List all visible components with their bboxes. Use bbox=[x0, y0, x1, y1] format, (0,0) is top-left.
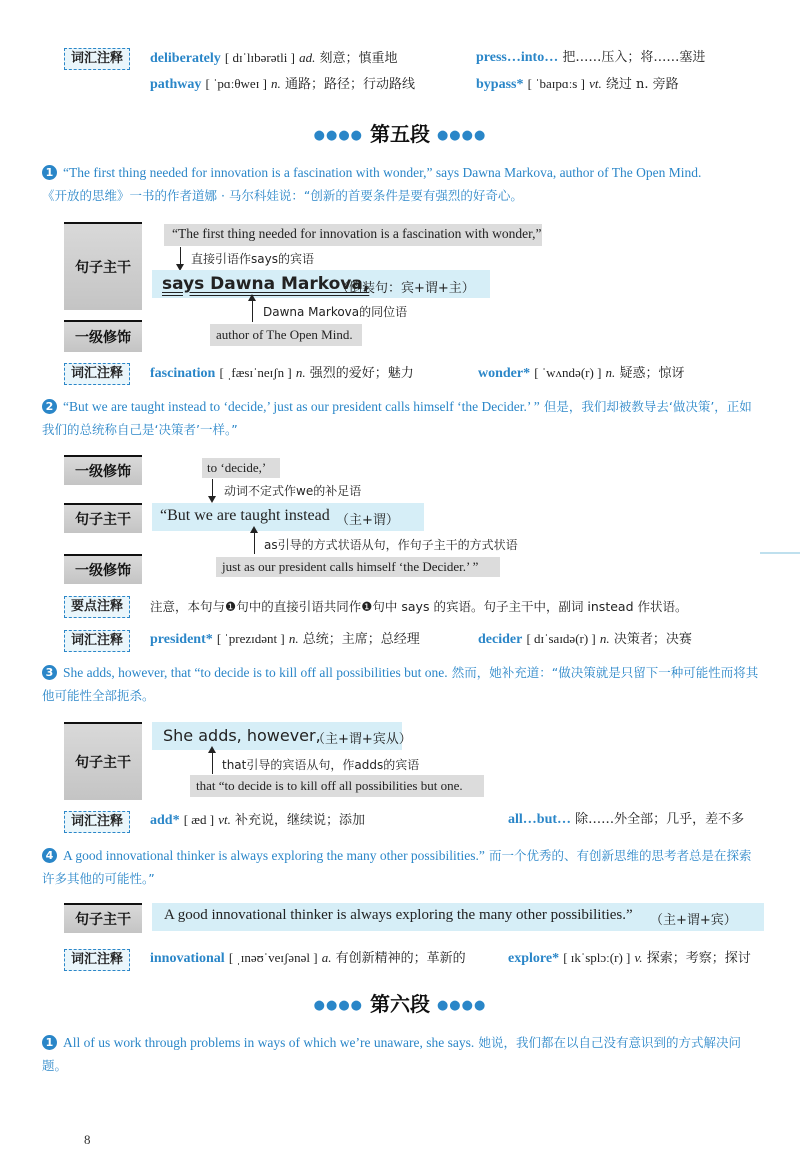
vocab-item: decider [ dɪˈsaɪdə(r) ] n. 决策者；决赛 bbox=[478, 631, 692, 647]
direct-quote: “The first thing needed for innovation is a fascination with wonder,” bbox=[172, 226, 542, 241]
vocab-label: 词汇注释 bbox=[64, 949, 130, 971]
tag-main-clause: 句子主干 bbox=[64, 722, 142, 800]
vocab-item: wonder* [ ˈwʌndə(r) ] n. 疑惑；惊讶 bbox=[478, 365, 685, 381]
vocab-item: pathway [ ˈpɑːθweɪ ] n. 通路；路径；行动路线 bbox=[150, 76, 415, 92]
main-clause: “But we are taught instead bbox=[160, 507, 330, 524]
section-title: ●●●● 第六段 ●●●● bbox=[313, 992, 487, 1016]
structure-tag: （倒装句：宾+谓+主） bbox=[336, 281, 475, 296]
vocab-item: bypass* [ ˈbaɪpɑːs ] vt. 绕过 n. 旁路 bbox=[476, 76, 679, 92]
grammar-note: as引导的方式状语从句，作句子主干的方式状语 bbox=[264, 538, 518, 552]
vocab-item: add* [ æd ] vt. 补充说，继续说；添加 bbox=[150, 812, 365, 828]
page-number: 8 bbox=[84, 1132, 91, 1147]
grammar-note: that引导的宾语从句，作adds的宾语 bbox=[222, 758, 420, 772]
section-title: ●●●● 第五段 ●●●● bbox=[313, 122, 487, 146]
sentence-number-badge: 4 bbox=[42, 848, 57, 863]
vocab-item: all…but… 除……外全部；几乎，差不多 bbox=[508, 812, 745, 827]
vocab-label: 词汇注释 bbox=[64, 363, 130, 385]
sentence-paragraph: 1 All of us work through problems in ways of which we’re unaware, she says. 她说，我们都在以自己没有意识到的方式解决问题。 bbox=[42, 1035, 741, 1073]
main-clause: She adds, however, bbox=[163, 726, 321, 745]
key-point-label: 要点注释 bbox=[64, 596, 130, 618]
main-clause: A good innovational thinker is always exploring the many other possibilities.” bbox=[164, 907, 633, 923]
modifier-phrase: to ‘decide,’ bbox=[207, 460, 267, 475]
vocab-label: 词汇注释 bbox=[64, 630, 130, 652]
grammar-note: 直接引语作says的宾语 bbox=[191, 252, 314, 266]
tag-main-clause: 句子主干 bbox=[64, 503, 142, 533]
vocab-item: fascination [ ˌfæsɪˈneɪʃn ] n. 强烈的爱好；魅力 bbox=[150, 365, 414, 381]
vocab-item: president* [ ˈprezɪdənt ] n. 总统；主席；总经理 bbox=[150, 631, 420, 647]
object-clause: that “to decide is to kill off all possibilities but one. bbox=[196, 778, 463, 793]
grammar-note: Dawna Markova的同位语 bbox=[263, 305, 408, 319]
sentence-number-badge: 1 bbox=[42, 165, 57, 180]
sentence-paragraph: 2 “But we are taught instead to ‘decide,’ just as our president calls himself ‘the Decider.’ ” 但是，我们却被教导去‘做决策’，正如我们的总统称自己是‘决策者’一样。” bbox=[42, 399, 752, 437]
structure-tag: （主+谓+宾从） bbox=[312, 732, 412, 747]
modifier-clause: just as our president calls himself ‘the Decider.’ ” bbox=[222, 559, 479, 574]
main-clause: says Dawna Markova, bbox=[162, 274, 370, 294]
tag-main-clause: 句子主干 bbox=[64, 222, 142, 310]
vocab-item: press…into… 把……压入；将……塞进 bbox=[476, 50, 706, 65]
sentence-number-badge: 1 bbox=[42, 1035, 57, 1050]
tag-modifier: 一级修饰 bbox=[64, 554, 142, 584]
tag-modifier: 一级修饰 bbox=[64, 455, 142, 485]
tag-modifier: 一级修饰 bbox=[64, 320, 142, 352]
appositive: author of The Open Mind. bbox=[216, 327, 353, 342]
vocab-label: 词汇注释 bbox=[64, 48, 130, 70]
sentence-number-badge: 3 bbox=[42, 665, 57, 680]
structure-tag: （主+谓+宾） bbox=[650, 913, 737, 928]
vocab-item: explore* [ ɪkˈsplɔː(r) ] v. 探索；考察；探讨 bbox=[508, 950, 751, 966]
vocab-label: 词汇注释 bbox=[64, 811, 130, 833]
vocab-item: innovational [ ˌɪnəʊˈveɪʃənəl ] a. 有创新精神的；革新的 bbox=[150, 950, 466, 966]
tag-main-clause: 句子主干 bbox=[64, 903, 142, 933]
sentence-number-badge: 2 bbox=[42, 399, 57, 414]
vocab-item: deliberately [ dɪˈlɪbərətli ] ad. 刻意；慎重地 bbox=[150, 50, 398, 66]
grammar-note: 动词不定式作we的补足语 bbox=[224, 484, 362, 498]
key-point-text: 注意，本句与❶句中的直接引语共同作❶句中 says 的宾语。句子主干中，副词 instead 作状语。 bbox=[150, 599, 688, 614]
sentence-paragraph: 3 She adds, however, that “to decide is to kill off all possibilities but one. 然而，她补充道：“做决策就是只留下一种可能性而将其他可能性全部扼杀。 bbox=[42, 665, 759, 703]
sentence-paragraph: 1 “The first thing needed for innovation is a fascination with wonder,” says Dawna Markova, author of The Open Mind. 《开放的思维》一书的作者道娜 · 马尔科娃说：“创新的首要条件是要有强烈的好奇心。 bbox=[42, 165, 702, 203]
structure-tag: （主+谓） bbox=[336, 513, 399, 528]
sentence-paragraph: 4 A good innovational thinker is always exploring the many other possibilities.” 而一个优秀的、有创新思维的思考者总是在探索许多其他的可能性。” bbox=[42, 848, 752, 886]
